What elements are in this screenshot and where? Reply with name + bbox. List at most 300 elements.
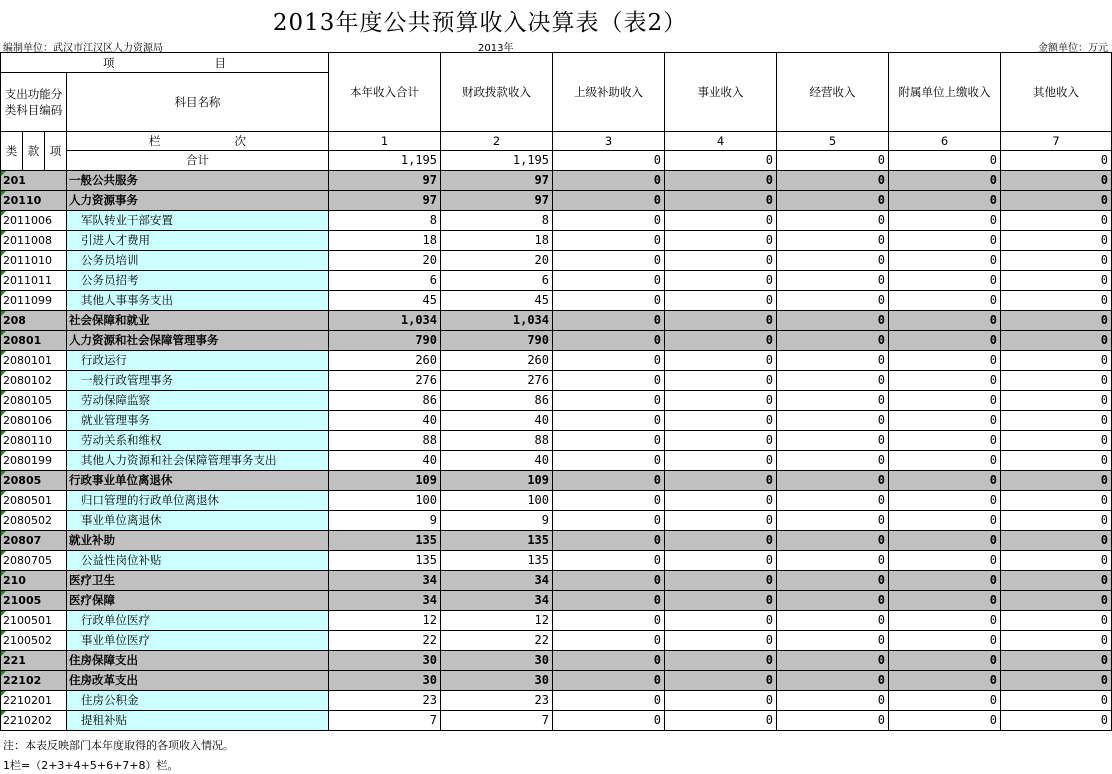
row-value-col6: 0 bbox=[889, 331, 1001, 351]
row-code: 2080105 bbox=[1, 391, 67, 411]
row-name: 其他人事事务支出 bbox=[67, 291, 329, 311]
row-code: 210 bbox=[1, 571, 67, 591]
row-value-col7: 0 bbox=[1001, 151, 1112, 171]
row-value-col5: 0 bbox=[777, 531, 889, 551]
table-row bbox=[1, 691, 1112, 711]
row-value-col1: 88 bbox=[329, 431, 441, 451]
row-value-col5: 0 bbox=[777, 311, 889, 331]
lan-ci-cell bbox=[67, 132, 329, 151]
row-name: 引进人才费用 bbox=[67, 231, 329, 251]
row-value-col4: 0 bbox=[665, 151, 777, 171]
table-row bbox=[1, 651, 1112, 671]
year-label: 2013年 bbox=[478, 43, 514, 54]
row-value-col4: 0 bbox=[665, 231, 777, 251]
row-code: 2080705 bbox=[1, 551, 67, 571]
row-value-col7: 0 bbox=[1001, 591, 1112, 611]
row-value-col3: 0 bbox=[553, 371, 665, 391]
row-value-col1: 260 bbox=[329, 351, 441, 371]
row-value-col2: 8 bbox=[441, 211, 553, 231]
row-code: 20805 bbox=[1, 471, 67, 491]
row-code: 2080501 bbox=[1, 491, 67, 511]
row-value-col2: 12 bbox=[441, 611, 553, 631]
row-value-col2: 88 bbox=[441, 431, 553, 451]
row-name: 人力资源和社会保障管理事务 bbox=[67, 331, 329, 351]
row-value-col6: 0 bbox=[889, 391, 1001, 411]
row-value-col3: 0 bbox=[553, 271, 665, 291]
col-header-3: 上级补助收入 bbox=[553, 53, 665, 132]
row-value-col7: 0 bbox=[1001, 551, 1112, 571]
row-code: 2011010 bbox=[1, 251, 67, 271]
col-header-5: 经营收入 bbox=[777, 53, 889, 132]
row-value-col7: 0 bbox=[1001, 671, 1112, 691]
table-row bbox=[1, 191, 1112, 211]
row-value-col6: 0 bbox=[889, 351, 1001, 371]
col-header-6: 附属单位上缴收入 bbox=[889, 53, 1001, 132]
row-value-col5: 0 bbox=[777, 471, 889, 491]
row-value-col2: 7 bbox=[441, 711, 553, 731]
row-value-col2: 1,034 bbox=[441, 311, 553, 331]
row-value-col7: 0 bbox=[1001, 231, 1112, 251]
row-value-col6: 0 bbox=[889, 511, 1001, 531]
row-value-col7: 0 bbox=[1001, 651, 1112, 671]
header-mu-text: 目 bbox=[214, 55, 226, 70]
row-value-col6: 0 bbox=[889, 691, 1001, 711]
row-value-col1: 86 bbox=[329, 391, 441, 411]
table-row bbox=[1, 291, 1112, 311]
row-value-col7: 0 bbox=[1001, 391, 1112, 411]
row-value-col2: 135 bbox=[441, 531, 553, 551]
row-value-col2: 100 bbox=[441, 491, 553, 511]
col-header-2: 财政拨款收入 bbox=[441, 53, 553, 132]
row-name: 归口管理的行政单位离退休 bbox=[67, 491, 329, 511]
table-row bbox=[1, 231, 1112, 251]
row-value-col3: 0 bbox=[553, 511, 665, 531]
row-code: 2080110 bbox=[1, 431, 67, 451]
row-value-col6: 0 bbox=[889, 471, 1001, 491]
row-name: 合计 bbox=[67, 151, 329, 171]
col-header-1: 本年收入合计 bbox=[329, 53, 441, 132]
row-value-col6: 0 bbox=[889, 551, 1001, 571]
table-row bbox=[1, 511, 1112, 531]
row-name: 医疗卫生 bbox=[67, 571, 329, 591]
row-value-col6: 0 bbox=[889, 451, 1001, 471]
row-value-col3: 0 bbox=[553, 691, 665, 711]
row-value-col4: 0 bbox=[665, 271, 777, 291]
row-value-col7: 0 bbox=[1001, 711, 1112, 731]
row-value-col7: 0 bbox=[1001, 291, 1112, 311]
row-value-col2: 30 bbox=[441, 651, 553, 671]
row-value-col3: 0 bbox=[553, 431, 665, 451]
row-code: 201 bbox=[1, 171, 67, 191]
row-value-col1: 97 bbox=[329, 191, 441, 211]
lei-cell: 类 bbox=[1, 132, 23, 171]
row-value-col4: 0 bbox=[665, 371, 777, 391]
row-code: 2100502 bbox=[1, 631, 67, 651]
row-value-col1: 12 bbox=[329, 611, 441, 631]
row-value-col3: 0 bbox=[553, 351, 665, 371]
row-value-col5: 0 bbox=[777, 511, 889, 531]
currency-unit-label: 金额单位：万元 bbox=[1038, 43, 1108, 54]
row-value-col6: 0 bbox=[889, 651, 1001, 671]
table-row bbox=[1, 671, 1112, 691]
row-code: 21005 bbox=[1, 591, 67, 611]
row-value-col5: 0 bbox=[777, 631, 889, 651]
name-label-cell: 科目名称 bbox=[67, 73, 329, 132]
row-code: 2080106 bbox=[1, 411, 67, 431]
row-value-col6: 0 bbox=[889, 611, 1001, 631]
row-value-col4: 0 bbox=[665, 391, 777, 411]
row-code: 2100501 bbox=[1, 611, 67, 631]
table-row bbox=[1, 431, 1112, 451]
row-value-col5: 0 bbox=[777, 551, 889, 571]
row-value-col5: 0 bbox=[777, 451, 889, 471]
total-row bbox=[1, 151, 1112, 171]
row-value-col6: 0 bbox=[889, 411, 1001, 431]
row-value-col5: 0 bbox=[777, 271, 889, 291]
table-row bbox=[1, 711, 1112, 731]
row-value-col1: 1,034 bbox=[329, 311, 441, 331]
row-value-col4: 0 bbox=[665, 671, 777, 691]
table-row bbox=[1, 451, 1112, 471]
row-value-col6: 0 bbox=[889, 251, 1001, 271]
row-value-col1: 23 bbox=[329, 691, 441, 711]
row-value-col4: 0 bbox=[665, 571, 777, 591]
table-row bbox=[1, 311, 1112, 331]
row-value-col1: 6 bbox=[329, 271, 441, 291]
row-value-col3: 0 bbox=[553, 391, 665, 411]
header-xiang-text: 项 bbox=[103, 55, 115, 70]
row-value-col5: 0 bbox=[777, 391, 889, 411]
row-value-col2: 109 bbox=[441, 471, 553, 491]
table-row bbox=[1, 611, 1112, 631]
row-value-col1: 109 bbox=[329, 471, 441, 491]
row-value-col4: 0 bbox=[665, 431, 777, 451]
row-code: 2080102 bbox=[1, 371, 67, 391]
row-name: 事业单位离退休 bbox=[67, 511, 329, 531]
row-value-col2: 20 bbox=[441, 251, 553, 271]
row-value-col5: 0 bbox=[777, 611, 889, 631]
row-value-col2: 97 bbox=[441, 191, 553, 211]
footnote-1: 注：本表反映部门本年度取得的各项收入情况。 bbox=[3, 739, 234, 752]
row-name: 一般行政管理事务 bbox=[67, 371, 329, 391]
row-name: 公务员招考 bbox=[67, 271, 329, 291]
row-value-col7: 0 bbox=[1001, 471, 1112, 491]
row-value-col6: 0 bbox=[889, 191, 1001, 211]
table-row bbox=[1, 391, 1112, 411]
table-row bbox=[1, 471, 1112, 491]
table-row bbox=[1, 571, 1112, 591]
row-value-col4: 0 bbox=[665, 331, 777, 351]
row-value-col6: 0 bbox=[889, 291, 1001, 311]
row-code: 22102 bbox=[1, 671, 67, 691]
row-name: 公务员培训 bbox=[67, 251, 329, 271]
row-name: 一般公共服务 bbox=[67, 171, 329, 191]
row-code: 221 bbox=[1, 651, 67, 671]
row-value-col1: 30 bbox=[329, 671, 441, 691]
row-value-col5: 0 bbox=[777, 151, 889, 171]
row-value-col6: 0 bbox=[889, 711, 1001, 731]
row-name: 其他人力资源和社会保障管理事务支出 bbox=[67, 451, 329, 471]
row-value-col1: 34 bbox=[329, 591, 441, 611]
row-value-col5: 0 bbox=[777, 411, 889, 431]
row-value-col7: 0 bbox=[1001, 191, 1112, 211]
row-value-col6: 0 bbox=[889, 531, 1001, 551]
row-value-col3: 0 bbox=[553, 531, 665, 551]
row-value-col5: 0 bbox=[777, 371, 889, 391]
row-value-col4: 0 bbox=[665, 711, 777, 731]
row-value-col3: 0 bbox=[553, 631, 665, 651]
code-label-cell: 支出功能分类科目编码 bbox=[1, 73, 67, 132]
row-value-col4: 0 bbox=[665, 471, 777, 491]
row-value-col1: 8 bbox=[329, 211, 441, 231]
row-code: 2011099 bbox=[1, 291, 67, 311]
row-value-col3: 0 bbox=[553, 551, 665, 571]
row-value-col7: 0 bbox=[1001, 271, 1112, 291]
footnote-2: 1栏=（2+3+4+5+6+7+8）栏。 bbox=[3, 759, 179, 772]
row-value-col5: 0 bbox=[777, 251, 889, 271]
row-value-col5: 0 bbox=[777, 591, 889, 611]
col-index-4: 4 bbox=[665, 132, 777, 151]
row-value-col3: 0 bbox=[553, 171, 665, 191]
row-value-col4: 0 bbox=[665, 451, 777, 471]
row-value-col6: 0 bbox=[889, 491, 1001, 511]
row-value-col2: 18 bbox=[441, 231, 553, 251]
row-value-col5: 0 bbox=[777, 231, 889, 251]
row-value-col6: 0 bbox=[889, 371, 1001, 391]
row-value-col7: 0 bbox=[1001, 631, 1112, 651]
row-value-col4: 0 bbox=[665, 191, 777, 211]
row-value-col1: 30 bbox=[329, 651, 441, 671]
row-value-col3: 0 bbox=[553, 331, 665, 351]
row-value-col4: 0 bbox=[665, 411, 777, 431]
table-row bbox=[1, 331, 1112, 351]
col-index-5: 5 bbox=[777, 132, 889, 151]
row-value-col2: 135 bbox=[441, 551, 553, 571]
row-value-col1: 20 bbox=[329, 251, 441, 271]
table-row bbox=[1, 251, 1112, 271]
row-value-col6: 0 bbox=[889, 231, 1001, 251]
row-value-col2: 1,195 bbox=[441, 151, 553, 171]
row-value-col6: 0 bbox=[889, 631, 1001, 651]
row-value-col5: 0 bbox=[777, 351, 889, 371]
col-index-6: 6 bbox=[889, 132, 1001, 151]
row-value-col1: 135 bbox=[329, 531, 441, 551]
row-value-col4: 0 bbox=[665, 631, 777, 651]
row-code: 2210202 bbox=[1, 711, 67, 731]
table-row bbox=[1, 531, 1112, 551]
row-name: 医疗保障 bbox=[67, 591, 329, 611]
row-name: 行政运行 bbox=[67, 351, 329, 371]
row-value-col1: 45 bbox=[329, 291, 441, 311]
row-value-col3: 0 bbox=[553, 151, 665, 171]
row-value-col5: 0 bbox=[777, 331, 889, 351]
row-value-col1: 790 bbox=[329, 331, 441, 351]
row-value-col7: 0 bbox=[1001, 511, 1112, 531]
table-row bbox=[1, 591, 1112, 611]
row-value-col3: 0 bbox=[553, 651, 665, 671]
row-value-col3: 0 bbox=[553, 411, 665, 431]
row-value-col2: 97 bbox=[441, 171, 553, 191]
row-value-col1: 9 bbox=[329, 511, 441, 531]
row-value-col7: 0 bbox=[1001, 211, 1112, 231]
row-value-col5: 0 bbox=[777, 711, 889, 731]
row-value-col7: 0 bbox=[1001, 491, 1112, 511]
row-name: 行政单位医疗 bbox=[67, 611, 329, 631]
row-value-col4: 0 bbox=[665, 531, 777, 551]
row-value-col4: 0 bbox=[665, 351, 777, 371]
row-value-col4: 0 bbox=[665, 211, 777, 231]
row-value-col4: 0 bbox=[665, 591, 777, 611]
row-value-col2: 9 bbox=[441, 511, 553, 531]
row-value-col1: 34 bbox=[329, 571, 441, 591]
row-code: 2011008 bbox=[1, 231, 67, 251]
row-value-col4: 0 bbox=[665, 691, 777, 711]
row-value-col1: 135 bbox=[329, 551, 441, 571]
row-value-col1: 18 bbox=[329, 231, 441, 251]
row-value-col6: 0 bbox=[889, 151, 1001, 171]
table-row bbox=[1, 271, 1112, 291]
row-value-col4: 0 bbox=[665, 511, 777, 531]
row-value-col3: 0 bbox=[553, 711, 665, 731]
row-name: 住房保障支出 bbox=[67, 651, 329, 671]
row-name: 劳动保障监察 bbox=[67, 391, 329, 411]
row-value-col5: 0 bbox=[777, 651, 889, 671]
row-value-col5: 0 bbox=[777, 691, 889, 711]
row-value-col6: 0 bbox=[889, 211, 1001, 231]
row-name: 住房公积金 bbox=[67, 691, 329, 711]
row-value-col5: 0 bbox=[777, 171, 889, 191]
table-row bbox=[1, 171, 1112, 191]
row-value-col1: 22 bbox=[329, 631, 441, 651]
row-value-col3: 0 bbox=[553, 611, 665, 631]
row-value-col2: 40 bbox=[441, 451, 553, 471]
row-value-col6: 0 bbox=[889, 571, 1001, 591]
row-value-col3: 0 bbox=[553, 471, 665, 491]
row-value-col7: 0 bbox=[1001, 611, 1112, 631]
ci-text: 次 bbox=[234, 134, 246, 148]
row-value-col4: 0 bbox=[665, 551, 777, 571]
row-code: 2011006 bbox=[1, 211, 67, 231]
row-value-col1: 1,195 bbox=[329, 151, 441, 171]
page-title: 2013年度公共预算收入决算表（表2） bbox=[272, 10, 688, 36]
header-project-cell bbox=[1, 53, 329, 73]
row-name: 住房改革支出 bbox=[67, 671, 329, 691]
row-code: 2080199 bbox=[1, 451, 67, 471]
row-value-col4: 0 bbox=[665, 611, 777, 631]
table-row bbox=[1, 211, 1112, 231]
row-code: 208 bbox=[1, 311, 67, 331]
table-row bbox=[1, 411, 1112, 431]
header-row-project bbox=[1, 53, 1112, 73]
row-value-col4: 0 bbox=[665, 651, 777, 671]
table-row bbox=[1, 551, 1112, 571]
row-value-col1: 40 bbox=[329, 451, 441, 471]
row-name: 提租补贴 bbox=[67, 711, 329, 731]
row-name: 就业管理事务 bbox=[67, 411, 329, 431]
lan-text: 栏 bbox=[149, 134, 161, 148]
row-value-col3: 0 bbox=[553, 211, 665, 231]
row-name: 人力资源事务 bbox=[67, 191, 329, 211]
row-value-col1: 100 bbox=[329, 491, 441, 511]
row-name: 社会保障和就业 bbox=[67, 311, 329, 331]
row-value-col1: 276 bbox=[329, 371, 441, 391]
row-value-col7: 0 bbox=[1001, 311, 1112, 331]
row-value-col3: 0 bbox=[553, 671, 665, 691]
row-value-col7: 0 bbox=[1001, 411, 1112, 431]
table-row bbox=[1, 491, 1112, 511]
row-value-col4: 0 bbox=[665, 251, 777, 271]
row-value-col2: 276 bbox=[441, 371, 553, 391]
compiling-unit-label: 编制单位：武汉市江汉区人力资源局 bbox=[3, 43, 163, 54]
table-row bbox=[1, 371, 1112, 391]
row-value-col5: 0 bbox=[777, 191, 889, 211]
row-value-col2: 45 bbox=[441, 291, 553, 311]
row-value-col7: 0 bbox=[1001, 451, 1112, 471]
row-value-col6: 0 bbox=[889, 591, 1001, 611]
row-value-col6: 0 bbox=[889, 431, 1001, 451]
row-value-col4: 0 bbox=[665, 311, 777, 331]
row-code: 20801 bbox=[1, 331, 67, 351]
row-name: 公益性岗位补贴 bbox=[67, 551, 329, 571]
row-value-col7: 0 bbox=[1001, 531, 1112, 551]
row-value-col5: 0 bbox=[777, 491, 889, 511]
col-index-2: 2 bbox=[441, 132, 553, 151]
row-value-col4: 0 bbox=[665, 291, 777, 311]
row-value-col7: 0 bbox=[1001, 351, 1112, 371]
row-value-col2: 790 bbox=[441, 331, 553, 351]
row-value-col3: 0 bbox=[553, 231, 665, 251]
row-value-col5: 0 bbox=[777, 291, 889, 311]
row-value-col7: 0 bbox=[1001, 331, 1112, 351]
col-index-1: 1 bbox=[329, 132, 441, 151]
row-value-col2: 23 bbox=[441, 691, 553, 711]
row-value-col7: 0 bbox=[1001, 691, 1112, 711]
kuan-cell: 款 bbox=[23, 132, 45, 171]
row-code: 20110 bbox=[1, 191, 67, 211]
row-value-col7: 0 bbox=[1001, 571, 1112, 591]
row-value-col3: 0 bbox=[553, 191, 665, 211]
row-code: 2210201 bbox=[1, 691, 67, 711]
row-value-col6: 0 bbox=[889, 271, 1001, 291]
row-value-col4: 0 bbox=[665, 171, 777, 191]
row-value-col7: 0 bbox=[1001, 251, 1112, 271]
row-code: 2011011 bbox=[1, 271, 67, 291]
row-value-col2: 40 bbox=[441, 411, 553, 431]
row-value-col5: 0 bbox=[777, 211, 889, 231]
row-name: 劳动关系和维权 bbox=[67, 431, 329, 451]
xiang-cell: 项 bbox=[45, 132, 67, 171]
row-value-col6: 0 bbox=[889, 671, 1001, 691]
row-code: 2080101 bbox=[1, 351, 67, 371]
row-code: 20807 bbox=[1, 531, 67, 551]
row-value-col2: 22 bbox=[441, 631, 553, 651]
row-value-col1: 7 bbox=[329, 711, 441, 731]
row-value-col3: 0 bbox=[553, 451, 665, 471]
row-value-col6: 0 bbox=[889, 311, 1001, 331]
row-value-col3: 0 bbox=[553, 291, 665, 311]
table-row bbox=[1, 351, 1112, 371]
row-value-col3: 0 bbox=[553, 591, 665, 611]
row-value-col3: 0 bbox=[553, 571, 665, 591]
col-index-3: 3 bbox=[553, 132, 665, 151]
row-value-col7: 0 bbox=[1001, 171, 1112, 191]
row-name: 就业补助 bbox=[67, 531, 329, 551]
budget-table bbox=[0, 52, 1112, 731]
row-value-col2: 34 bbox=[441, 591, 553, 611]
row-value-col1: 40 bbox=[329, 411, 441, 431]
col-index-7: 7 bbox=[1001, 132, 1112, 151]
row-value-col2: 260 bbox=[441, 351, 553, 371]
